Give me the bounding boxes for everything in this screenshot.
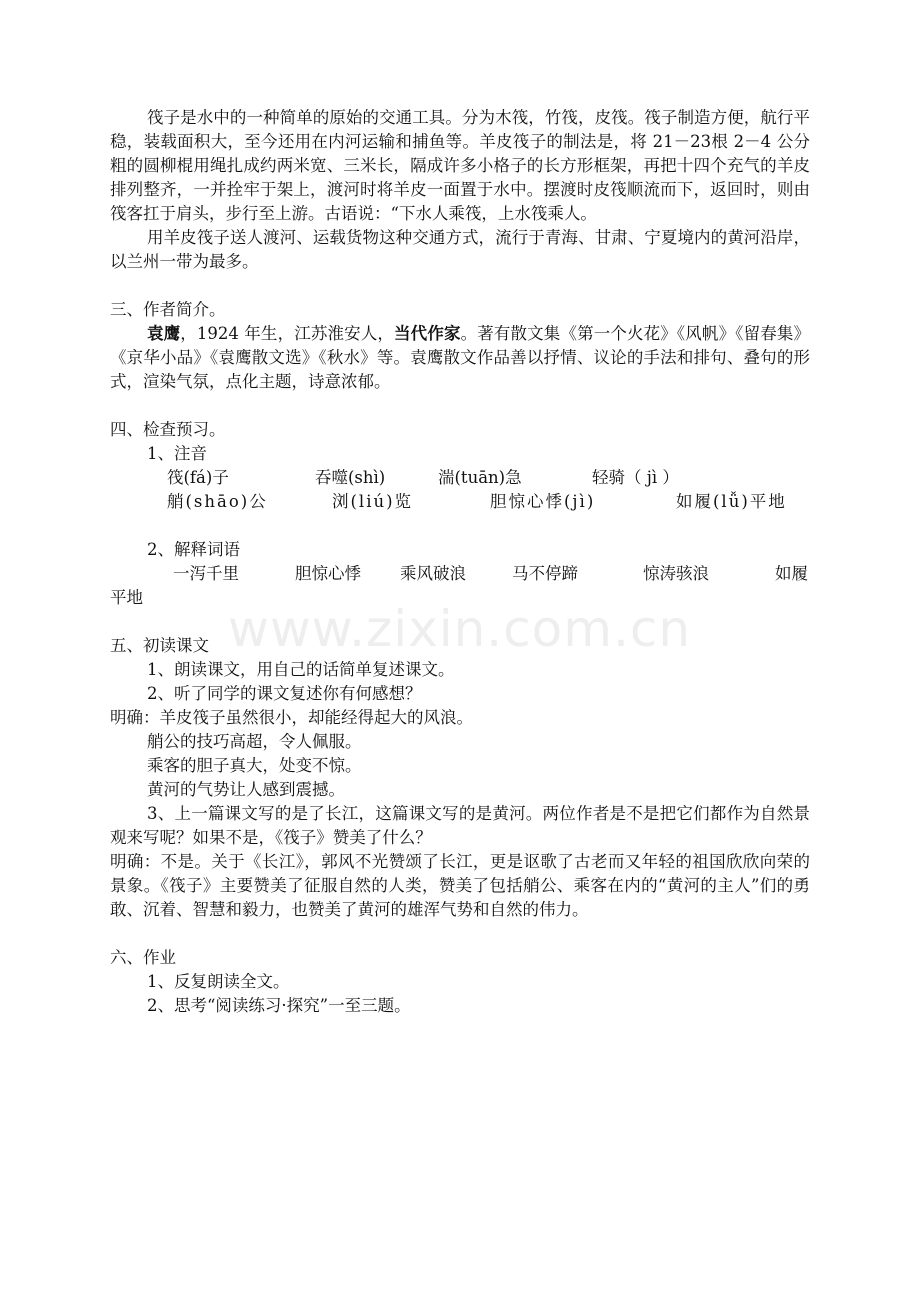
term-item: 乘风破浪: [400, 564, 466, 583]
section-4-heading: 四、检查预习。: [110, 420, 226, 439]
pinyin-subheading: 1、注音: [147, 444, 207, 463]
section-3-heading: 三、作者简介。: [110, 300, 226, 319]
intro-paragraph-1: 筏子是水中的一种简单的原始的交通工具。分为木筏，竹筏，皮筏。筏子制造方便，航行平稳，装载面积大，至今还用在内河运输和捕鱼等。羊皮筏子的制法是，将 21－23根 2－4 公分粗的圆柳棍用绳扎成约两米宽、三米长，隔成许多小格子的长方形框架，再把十四个充气的羊皮排列整齐，一并拴牢于架上，渡河时将羊皮一面置于水中。摆渡时皮筏顺流而下，返回时，则由筏客扛于肩头，步行至上游。古语说：“下水人乘筏，上水筏乘人。: [110, 108, 810, 223]
pinyin-item: 艄(shāo)公: [167, 492, 268, 511]
question-2: 2、听了同学的课文复述你有何感想？: [147, 684, 422, 703]
homework-2: 2、思考“阅读练习·探究”一至三题。: [147, 996, 411, 1015]
intro-paragraph-2: 用羊皮筏子送人渡河、运载货物这种交通方式，流行于青海、甘肃、宁夏境内的黄河沿岸，以兰州一带为最多。: [110, 228, 810, 271]
term-item: 一泻千里: [173, 564, 239, 583]
document-body: [110, 106, 810, 1018]
section-5-heading: 五、初读课文: [110, 636, 209, 655]
terms-subheading: 2、解释词语: [147, 540, 240, 559]
section-6-heading: 六、作业: [110, 948, 176, 967]
author-text-2: 。著有散文集《第一个火花》《风帆》《留春集》《京华小品》《袁鹰散文选》《秋水》等。袁鹰散文作品善以抒情、议论的手法和排句、叠句的形式，渲染气氛，点化主题，诗意浓郁。: [110, 324, 811, 391]
author-intro: [110, 322, 810, 394]
question-1: 1、朗读课文，用自己的话简单复述课文。: [147, 660, 455, 679]
term-item: 惊涛骇浪: [643, 564, 709, 583]
question-3: 3、上一篇课文写的是了长江，这篇课文写的是黄河。两位作者是不是把它们都作为自然景观来写呢？如果不是，《筏子》赞美了什么？: [110, 804, 810, 847]
pinyin-row-2: [110, 490, 810, 514]
watermark: www.zixin.com.cn: [228, 600, 692, 658]
terms-wrap: 平地: [110, 588, 143, 607]
answer-3: 明确：不是。关于《长江》，郭风不光赞颂了长江，更是讴歌了古老而又年轻的祖国欣欣向荣的景象。《筏子》主要赞美了征服自然的人类，赞美了包括艄公、乘客在内的“黄河的主人”们的勇敢、沉着、智慧和毅力，也赞美了黄河的雄浑气势和自然的伟力。: [110, 852, 810, 919]
term-item: 如履: [775, 564, 808, 583]
author-name: 袁鹰: [147, 324, 181, 343]
author-text-1: ，1924 年生，江苏淮安人，: [180, 324, 395, 343]
answer-2-line: 乘客的胆子真大，处变不惊。: [147, 756, 362, 775]
pinyin-row-1: [110, 466, 810, 490]
answer-2-line: 明确：羊皮筏子虽然很小，却能经得起大的风浪。: [110, 708, 473, 727]
pinyin-item: 筏(fá)子: [167, 468, 229, 487]
pinyin-item: 如履(lǚ)平地: [676, 492, 787, 511]
answer-2-line: 艄公的技巧高超，令人佩服。: [147, 732, 362, 751]
homework-1: 1、反复朗读全文。: [147, 972, 290, 991]
pinyin-item: 胆惊心悸(jì): [490, 492, 596, 511]
term-item: 胆惊心悸: [295, 564, 361, 583]
pinyin-item: 浏(liú)览: [332, 492, 414, 511]
answer-2-line: 黄河的气势让人感到震撼。: [147, 780, 345, 799]
term-item: 马不停蹄: [512, 564, 578, 583]
pinyin-item: 轻骑（ jì ）: [592, 468, 679, 487]
pinyin-item: 湍(tuān)急: [438, 468, 522, 487]
pinyin-item: 吞噬(shì): [315, 468, 386, 487]
terms-row: [110, 562, 810, 586]
author-role: 当代作家: [394, 324, 461, 343]
